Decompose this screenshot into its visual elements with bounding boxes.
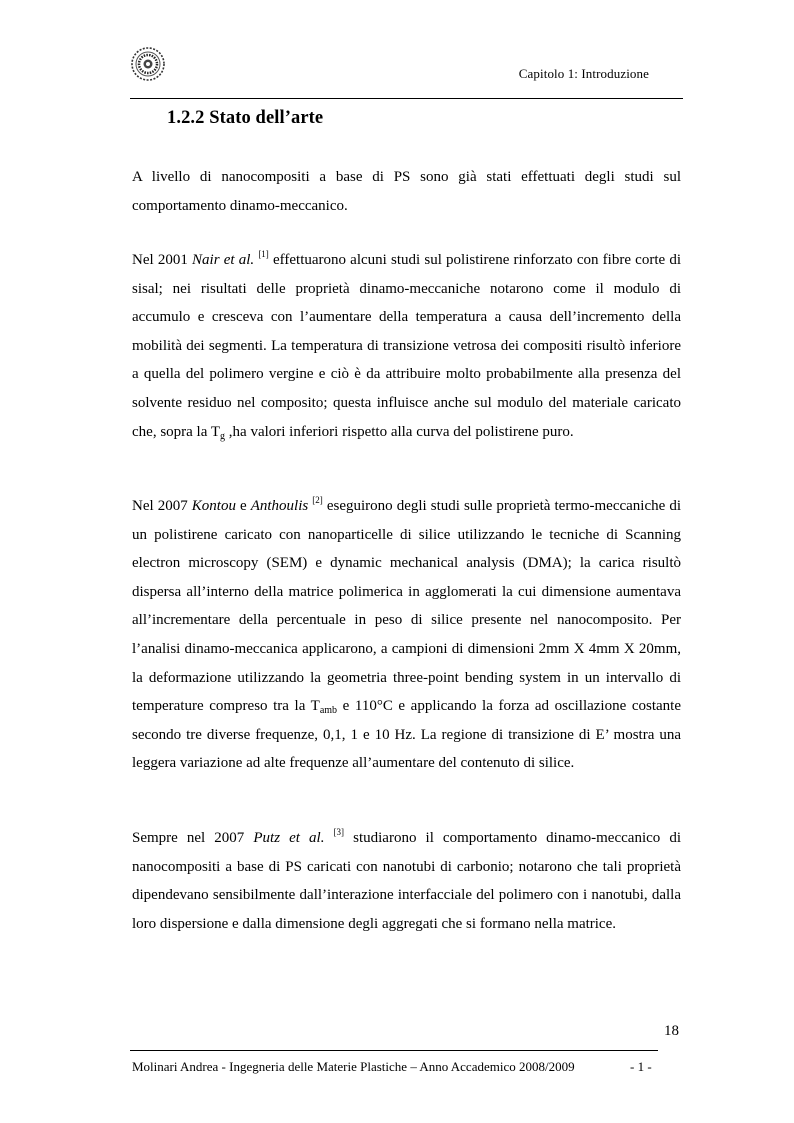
- footer-page-number: - 1 -: [630, 1059, 652, 1074]
- reference-marker: [3]: [333, 827, 345, 837]
- paragraph-tail: e 110°C e applicando la forza ad oscillazione costante secondo tre diverse frequenze, 0,1, 1 e 10 Hz. La regione di transizione di E’ mostra una leggera variazione ad alte frequenze all’aumentare del contenuto di silice.: [132, 698, 681, 772]
- footer-text: Molinari Andrea - Ingegneria delle Materie Plastiche – Anno Accademico 2008/2009: [132, 1059, 575, 1074]
- paragraph-lead: Nel 2001: [132, 252, 193, 268]
- paragraph-putz: [132, 824, 681, 938]
- page-number: 18: [664, 1023, 679, 1039]
- university-seal-icon: [130, 46, 166, 82]
- subscript: amb: [319, 705, 338, 717]
- paragraph-body: effettuarono alcuni studi sul polistirene rinforzato con fibre corte di sisal; nei risultati delle proprietà dinamo-meccaniche notarono come il modulo di accumulo e cresceva con l’aumentare della temperatura a causa dell’incremento della mobilità dei segmenti. La temperatura di transizione vetrosa dei compositi risultò inferiore a quella del polimero vergine e ciò è da attribuire molto probabilmente alla presenza del solvente residuo nel composito; questa influisce anche sul modulo del materiale caricato che, sopra la T: [132, 252, 681, 440]
- author-citation: Nair et al.: [192, 252, 255, 268]
- author-citation: Anthoulis: [250, 498, 309, 514]
- reference-marker: [2]: [312, 495, 323, 505]
- paragraph-intro: [132, 163, 681, 220]
- paragraph-text: A livello di nanocompositi a base di PS sono già stati effettuati degli studi sul comportamento dinamo-meccanico.: [132, 169, 681, 214]
- author-citation: Kontou: [191, 498, 236, 514]
- paragraph-kontou: [132, 492, 681, 778]
- header-divider: [130, 98, 683, 99]
- paragraph-tail: ,ha valori inferiori rispetto alla curva del polistirene puro.: [225, 423, 574, 440]
- conjunction: e: [235, 498, 251, 514]
- paragraph-body: studiarono il comportamento dinamo-meccanico di nanocompositi a base di PS caricati con nanotubi di carbonio; notarono che tali proprietà dipendevano sensibilmente dall’interazione interfacciale del polimero con i nanotubi, dalla loro dispersione e dalla dimensione degli aggregati che si formano nella matrice.: [132, 830, 682, 932]
- paragraph-lead: Nel 2007: [132, 498, 192, 514]
- chapter-header: Capitolo 1: Introduzione: [518, 66, 649, 81]
- section-title: 1.2.2 Stato dell’arte: [167, 108, 324, 128]
- footer-divider: [130, 1050, 658, 1051]
- paragraph-nair: [132, 246, 681, 446]
- reference-marker: [1]: [258, 249, 269, 259]
- author-citation: Putz et al.: [253, 830, 325, 846]
- paragraph-lead: Sempre nel 2007: [132, 830, 254, 846]
- subscript: g: [220, 430, 226, 442]
- paragraph-body: eseguirono degli studi sulle proprietà termo-meccaniche di un polistirene caricato con nanoparticelle di silice utilizzando le tecniche di Scanning electron microscopy (SEM) e dynamic mechanical analysis (DMA); la carica risultò dispersa all’interno della matrice polimerica in agglomerati la cui dimensione aumentava all’incrementare della percentuale in peso di silice presente nel nanocomposito. Per l’analisi dinamo-meccanica applicarono, a campioni di dimensioni 2mm X 4mm X 20mm, la deformazione utilizzando la geometria three-point bending system in un intervallo di temperature compreso tra la T: [132, 498, 681, 715]
